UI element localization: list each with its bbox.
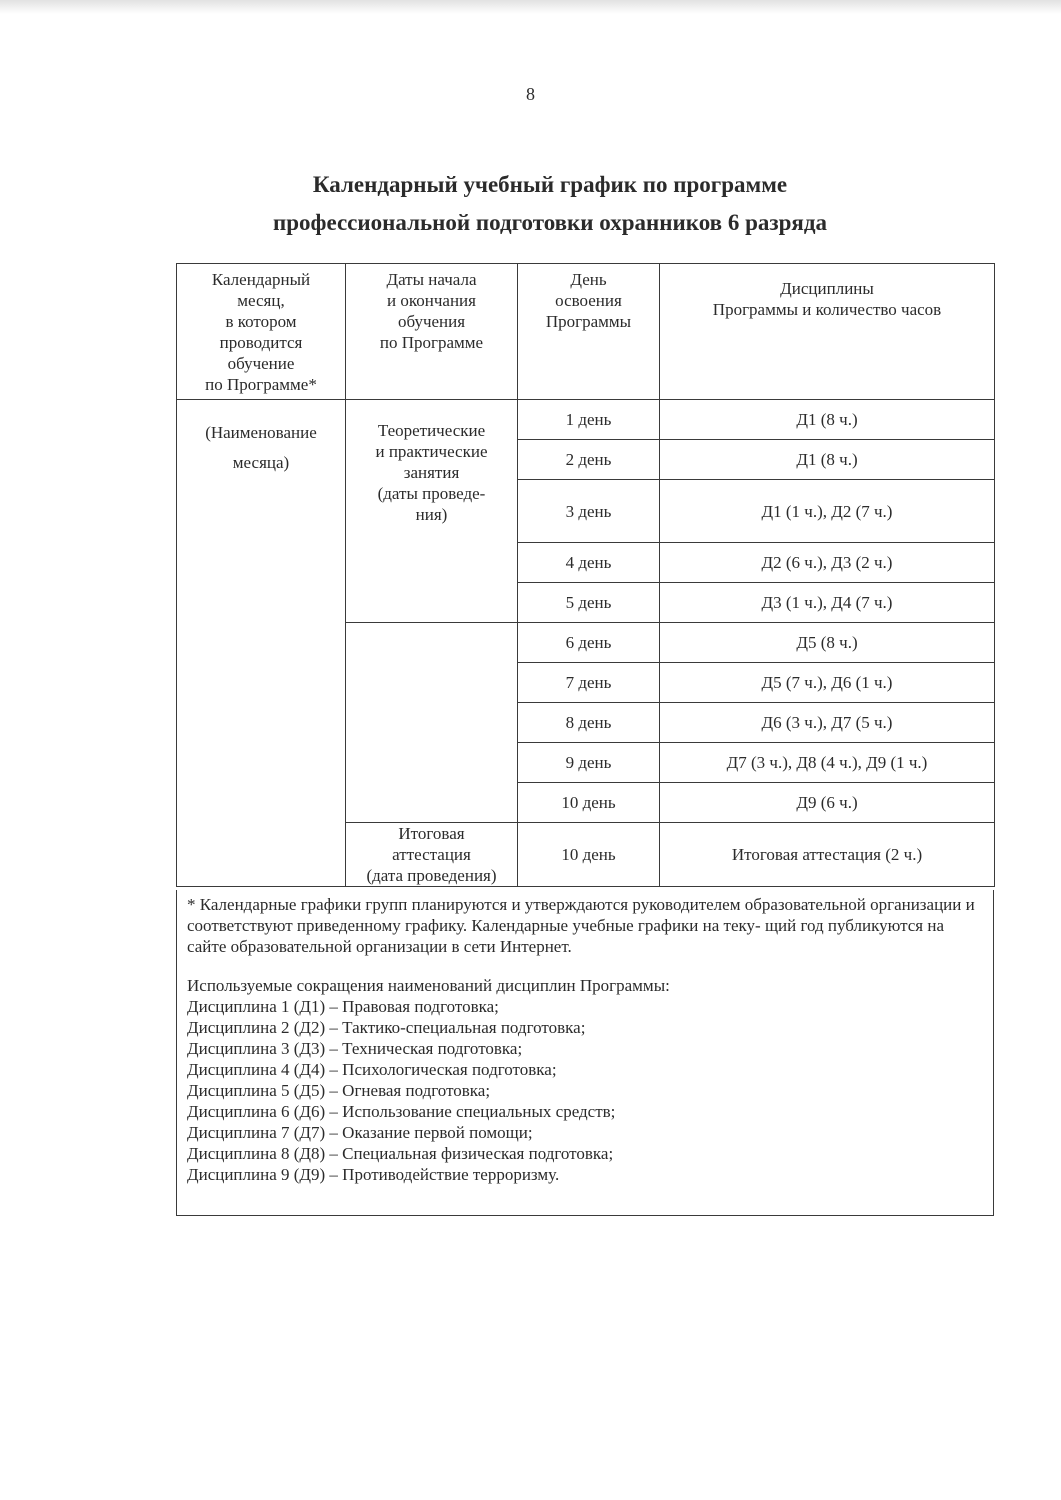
day-cell: 2 день: [518, 440, 660, 480]
header-month: Календарный месяц, в котором проводится обучение по Программе*: [177, 264, 346, 400]
month-cell: (Наименование месяца): [177, 400, 346, 887]
day-cell: 4 день: [518, 543, 660, 583]
header-disciplines: Дисциплины Программы и количество часов: [660, 264, 995, 400]
disciplines-cell: Д2 (6 ч.), Д3 (2 ч.): [660, 543, 995, 583]
disciplines-cell: Д5 (7 ч.), Д6 (1 ч.): [660, 663, 995, 703]
notes-box: [176, 890, 994, 1216]
header-day: День освоения Программы: [518, 264, 660, 400]
disciplines-cell: Д1 (8 ч.): [660, 440, 995, 480]
list-item: Дисциплина 8 (Д8) – Специальная физическая подготовка;: [187, 1144, 614, 1163]
header-row: [177, 264, 995, 400]
day-cell: 7 день: [518, 663, 660, 703]
list-item: Дисциплина 6 (Д6) – Использование специальных средств;: [187, 1102, 616, 1121]
list-item: Дисциплина 4 (Д4) – Психологическая подготовка;: [187, 1060, 557, 1079]
dates-theory-cell: Теоретические и практические занятия (даты проведе- ния): [346, 400, 518, 623]
disciplines-cell: Д7 (3 ч.), Д8 (4 ч.), Д9 (1 ч.): [660, 743, 995, 783]
disciplines-cell: Д3 (1 ч.), Д4 (7 ч.): [660, 583, 995, 623]
abbreviations-list: [187, 996, 981, 1185]
dates-empty-cell: [346, 623, 518, 823]
day-cell: 1 день: [518, 400, 660, 440]
day-cell: 5 день: [518, 583, 660, 623]
disciplines-cell: Д1 (1 ч.), Д2 (7 ч.): [660, 480, 995, 543]
table-row: [177, 400, 995, 440]
list-item: Дисциплина 7 (Д7) – Оказание первой помощи;: [187, 1123, 533, 1142]
document-title: [150, 166, 950, 242]
day-cell: 10 день: [518, 823, 660, 887]
title-line-1: Календарный учебный график по программе: [312, 172, 788, 197]
scan-edge: [0, 0, 1061, 14]
day-cell: 6 день: [518, 623, 660, 663]
header-dates: Даты начала и окончания обучения по Программе: [346, 264, 518, 400]
list-item: Дисциплина 2 (Д2) – Тактико-специальная подготовка;: [187, 1018, 586, 1037]
page-number: 8: [526, 84, 535, 104]
disciplines-cell: Д9 (6 ч.): [660, 783, 995, 823]
final-attestation-label: Итоговая аттестация (дата проведения): [346, 823, 518, 887]
list-item: Дисциплина 3 (Д3) – Техническая подготовка;: [187, 1039, 523, 1058]
disciplines-cell: Д5 (8 ч.): [660, 623, 995, 663]
day-cell: 3 день: [518, 480, 660, 543]
list-item: Дисциплина 9 (Д9) – Противодействие терроризму.: [187, 1165, 560, 1184]
footnote: * Календарные графики групп планируются и утверждаются руководителем образовательной организации и соответствуют приведенному графику. Календарные учебные графики на теку- щий год публикуются на сайте образовательной организации в сети Интернет.: [187, 895, 975, 956]
day-cell: 8 день: [518, 703, 660, 743]
disciplines-cell: Д6 (3 ч.), Д7 (5 ч.): [660, 703, 995, 743]
disciplines-cell: Итоговая аттестация (2 ч.): [660, 823, 995, 887]
schedule-table: [176, 263, 995, 887]
day-cell: 10 день: [518, 783, 660, 823]
day-cell: 9 день: [518, 743, 660, 783]
title-line-2: профессиональной подготовки охранников 6 разряда: [273, 210, 827, 235]
disciplines-cell: Д1 (8 ч.): [660, 400, 995, 440]
abbreviations-title: Используемые сокращения наименований дисциплин Программы:: [187, 976, 670, 995]
list-item: Дисциплина 1 (Д1) – Правовая подготовка;: [187, 997, 499, 1016]
list-item: Дисциплина 5 (Д5) – Огневая подготовка;: [187, 1081, 491, 1100]
